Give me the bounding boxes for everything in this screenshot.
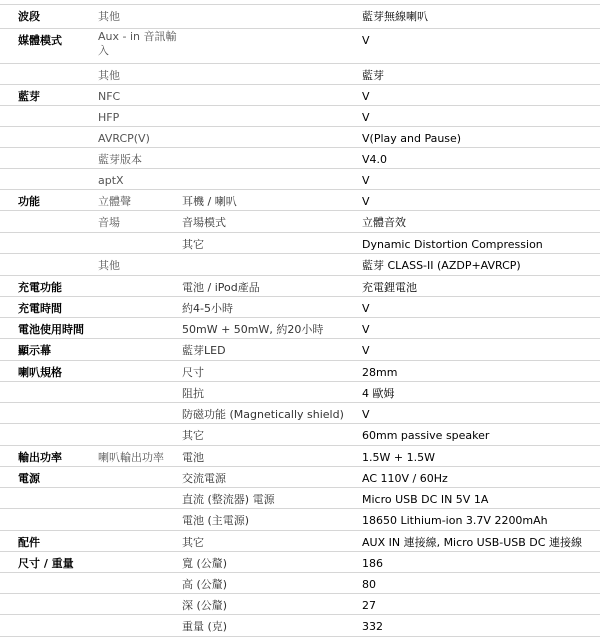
spec-value: AUX IN 連接線, Micro USB-USB DC 連接線 (362, 536, 582, 549)
spec-value: 27 (362, 599, 376, 612)
spec-item: 電池 / iPod產品 (182, 281, 260, 294)
spec-row (0, 168, 600, 189)
spec-value: V (362, 323, 370, 336)
spec-subcategory: 其他 (98, 10, 120, 23)
spec-category: 尺寸 / 重量 (18, 557, 74, 570)
spec-item: 耳機 / 喇叭 (182, 195, 237, 208)
spec-row (0, 402, 600, 423)
spec-subcategory: 喇叭輸出功率 (98, 451, 164, 464)
spec-item: 高 (公釐) (182, 578, 228, 591)
spec-subcategory: Aux - in 音訊輸入 (98, 30, 177, 57)
spec-item: 其它 (182, 536, 204, 549)
spec-row (0, 189, 600, 210)
spec-row (0, 253, 600, 275)
spec-subcategory: 音場 (98, 216, 120, 229)
spec-value: Micro USB DC IN 5V 1A (362, 493, 489, 506)
spec-category: 電池使用時間 (18, 323, 84, 336)
spec-category: 功能 (18, 195, 40, 208)
spec-item: 約4-5小時 (182, 302, 233, 315)
spec-row (0, 232, 600, 253)
spec-row (0, 423, 600, 445)
spec-value: 186 (362, 557, 383, 570)
spec-row (0, 508, 600, 530)
spec-row (0, 4, 600, 28)
spec-value: 藍芽 (362, 69, 384, 82)
spec-value: 藍芽 CLASS-II (AZDP+AVRCP) (362, 259, 521, 272)
spec-item: 50mW + 50mW, 約20小時 (182, 323, 324, 336)
spec-value: 18650 Lithium-ion 3.7V 2200mAh (362, 514, 548, 527)
spec-row (0, 84, 600, 105)
spec-category: 藍芽 (18, 90, 40, 103)
spec-row (0, 338, 600, 360)
spec-value: V (362, 344, 370, 357)
spec-item: 其它 (182, 429, 204, 442)
spec-value: 28mm (362, 366, 398, 379)
spec-item: 其它 (182, 238, 204, 251)
spec-row (0, 551, 600, 572)
spec-item: 阻抗 (182, 387, 204, 400)
spec-value: V (362, 174, 370, 187)
spec-row (0, 614, 600, 636)
spec-item: 交流電源 (182, 472, 226, 485)
spec-subcategory: aptX (98, 174, 124, 187)
spec-value: 充電鋰電池 (362, 281, 417, 294)
spec-row (0, 487, 600, 508)
spec-subcategory: 其他 (98, 259, 120, 272)
spec-value: 1.5W + 1.5W (362, 451, 435, 464)
spec-value: 332 (362, 620, 383, 633)
spec-subcategory: 藍芽版本 (98, 153, 142, 166)
spec-value: Dynamic Distortion Compression (362, 238, 543, 251)
spec-subcategory: NFC (98, 90, 121, 103)
spec-row (0, 28, 600, 63)
spec-value: V (362, 34, 370, 47)
spec-row (0, 147, 600, 168)
spec-row (0, 530, 600, 551)
spec-category: 喇叭規格 (18, 366, 62, 379)
spec-row (0, 360, 600, 381)
spec-subcategory: HFP (98, 111, 120, 124)
spec-row (0, 296, 600, 317)
spec-value: V (362, 302, 370, 315)
spec-item: 藍芽LED (182, 344, 226, 357)
spec-value: V (362, 408, 370, 421)
spec-category: 媒體模式 (18, 34, 62, 47)
spec-item: 防磁功能 (Magnetically shield) (182, 408, 344, 421)
spec-item: 電池 (182, 451, 204, 464)
spec-category: 充電時間 (18, 302, 62, 315)
spec-value: V4.0 (362, 153, 388, 166)
spec-value: 80 (362, 578, 376, 591)
spec-item: 深 (公釐) (182, 599, 228, 612)
spec-category: 充電功能 (18, 281, 62, 294)
spec-value: V (362, 90, 370, 103)
spec-category: 配件 (18, 536, 40, 549)
spec-category: 輸出功率 (18, 451, 62, 464)
spec-value: 藍芽無線喇叭 (362, 10, 428, 23)
spec-item: 直流 (整流器) 電源 (182, 493, 275, 506)
spec-subcategory: AVRCP(V) (98, 132, 150, 145)
spec-row (0, 593, 600, 614)
spec-row (0, 572, 600, 593)
spec-row (0, 381, 600, 402)
spec-row (0, 445, 600, 466)
spec-item: 電池 (主電源) (182, 514, 250, 527)
spec-value: 60mm passive speaker (362, 429, 490, 442)
spec-row (0, 63, 600, 84)
table-bottom-border (0, 636, 600, 637)
spec-row (0, 466, 600, 487)
spec-subcategory: 立體聲 (98, 195, 131, 208)
spec-value: 4 歐姆 (362, 387, 395, 400)
spec-value: V(Play and Pause) (362, 132, 462, 145)
spec-item: 重量 (克) (182, 620, 228, 633)
spec-value: AC 110V / 60Hz (362, 472, 448, 485)
spec-item: 音場模式 (182, 216, 226, 229)
spec-row (0, 275, 600, 296)
spec-value: V (362, 111, 370, 124)
spec-value: 立體音效 (362, 216, 406, 229)
spec-item: 尺寸 (182, 366, 204, 379)
spec-subcategory: 其他 (98, 69, 120, 82)
spec-category: 顯示幕 (18, 344, 51, 357)
spec-row (0, 126, 600, 147)
spec-item: 寬 (公釐) (182, 557, 228, 570)
spec-category: 電源 (18, 472, 40, 485)
spec-row (0, 210, 600, 232)
spec-category: 波段 (18, 10, 40, 23)
spec-row (0, 105, 600, 126)
spec-value: V (362, 195, 370, 208)
spec-row (0, 317, 600, 338)
